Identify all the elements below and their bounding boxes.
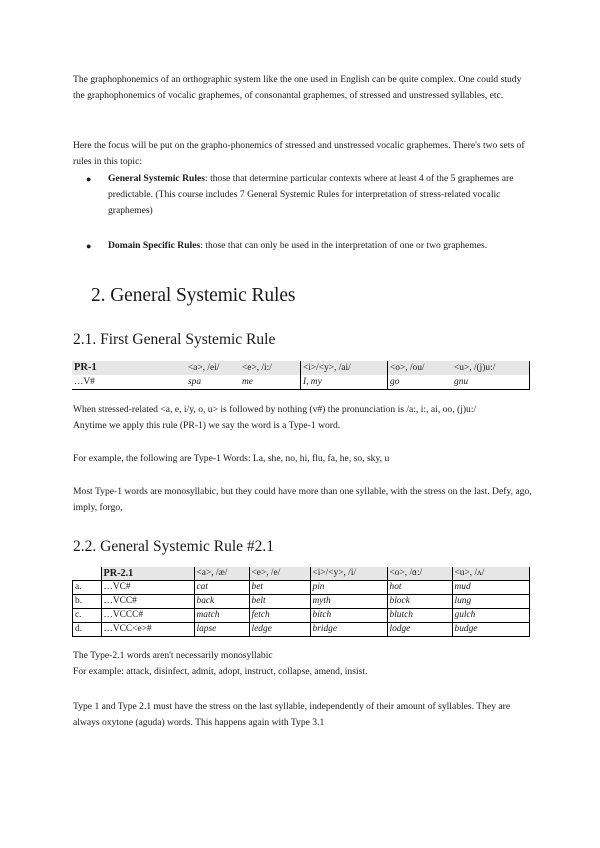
table-row [73,609,530,623]
table-cell: blutch [387,609,452,623]
table-cell: …V# [74,377,95,387]
table-row [73,623,530,637]
table-cell: gnu [452,375,530,390]
table-header-cell: <e>, /i:/ [240,361,301,375]
bullet-list-2 [86,238,526,254]
table-row [73,581,530,595]
table-cell: myth [310,595,387,609]
rule21-paragraph-1: The Type-2.1 words aren't necessarily monosyllabic [73,650,273,661]
table-cell: …VC# [101,581,194,595]
table-header-row [72,361,530,375]
bullet-term: General Systemic Rules [108,173,205,184]
bullet-item-general [86,171,526,219]
table-cell: me [240,375,301,390]
table-header-cell: <u>, /ʌ/ [452,567,530,581]
bullet-dot-icon: ● [86,241,92,251]
table-cell: mud [452,581,530,595]
table-cell: budge [452,623,530,637]
table-cell: fetch [249,609,310,623]
table-header-row [73,567,530,581]
table-cell: bet [249,581,310,595]
table-cell: bridge [310,623,387,637]
table-cell: hot [387,581,452,595]
table-cell: go [388,375,453,390]
table-header-cell: <i>/<y>, /ai/ [301,361,388,375]
rule21-paragraph-2: For example: attack, disinfect, admit, adopt, instruct, collapse, amend, insist. [73,666,368,677]
intro-paragraph-2: Here the focus will be put on the grapho-phonemics of stressed and unstressed vocalic graphemes. There's two sets of rules in this topic: [73,140,525,167]
rule1-paragraph-4: Most Type-1 words are monosyllabic, but they could have more than one syllable, with the stress on the last. Defy, ago, imply, forgo, [73,486,532,513]
table-cell: ledge [249,623,310,637]
table-cell: match [194,609,249,623]
rule1-paragraph-1: When stressed-related <a, e, i/y, o, u> is followed by nothing (v#) the pronunciation is /a:, i:, ai, oo, (j)u:/ [73,404,477,415]
subsection-heading-2: 2.2. General Systemic Rule #2.1 [73,538,275,555]
table-cell: back [194,595,249,609]
table-header-cell: <o>, /ou/ [388,361,453,375]
table-cell: spa [188,377,202,387]
table-cell: lung [452,595,530,609]
rule21-paragraph-3: Type 1 and Type 2.1 must have the stress on the last syllable, independently of their amount of syllables. They are always oxytone (aguda) words. This happens again with Type 3.1 [73,701,511,728]
table-header-cell: <e>, /e/ [249,567,310,581]
table-header-cell: <i>/<y>, /i/ [310,567,387,581]
section-heading: 2. General Systemic Rules [91,285,296,306]
table-cell: …VCC<e># [101,623,194,637]
table-cell: pin [310,581,387,595]
table-header-cell: <a>, /æ/ [194,567,249,581]
table-cell: bitch [310,609,387,623]
bullet-text: : those that determine particular contexts where at least 4 of the 5 graphemes are predictable. (This course includes 7 General Systemic Rules for interpretation of stress-related vocalic graphemes) [108,173,514,216]
table-cell: I, my [303,377,322,387]
table-cell: cat [194,581,249,595]
table-cell: c. [73,609,102,623]
bullet-term: Domain Specific Rules [108,240,201,251]
table-header-cell: <a>, /ei/ [186,361,240,375]
bullet-item-domain [86,238,526,254]
bullet-list-1 [86,171,526,219]
subsection-heading-1: 2.1. First General Systemic Rule [73,331,276,348]
table-cell: b. [73,595,102,609]
table-cell: a. [73,581,102,595]
table-row [72,375,530,390]
table-header-cell: PR-2.1 [101,567,194,581]
table-cell: gulch [452,609,530,623]
rule-table-pr21 [72,567,530,637]
rule-table-pr1 [72,361,530,390]
rule1-paragraph-2: Anytime we apply this rule (PR-1) we say the word is a Type-1 word. [73,420,341,431]
table-cell: …VCCC# [101,609,194,623]
table-header-cell: PR-1 [72,361,186,375]
table-cell: belt [249,595,310,609]
table-header-cell: <o>, /ɑ:/ [387,567,452,581]
table-cell: lapse [194,623,249,637]
table-cell: lodge [387,623,452,637]
bullet-text: : those that can only be used in the interpretation of one or two graphemes. [200,240,488,251]
intro-paragraph-1: The graphophonemics of an orthographic system like the one used in English can be quite complex. One could study the graphophonemics of vocalic graphemes, of consonantal graphemes, of stressed and unstressed syllables, etc. [73,74,522,101]
table-cell: …VCC# [101,595,194,609]
table-cell: d. [73,623,102,637]
table-header-cell: <u>, /(j)u:/ [452,361,530,375]
bullet-dot-icon: ● [86,174,92,184]
table-cell: block [387,595,452,609]
table-row [73,595,530,609]
rule1-paragraph-3: For example, the following are Type-1 Words: La, she, no, hi, flu, fa, he, so, sky, u [73,453,390,464]
